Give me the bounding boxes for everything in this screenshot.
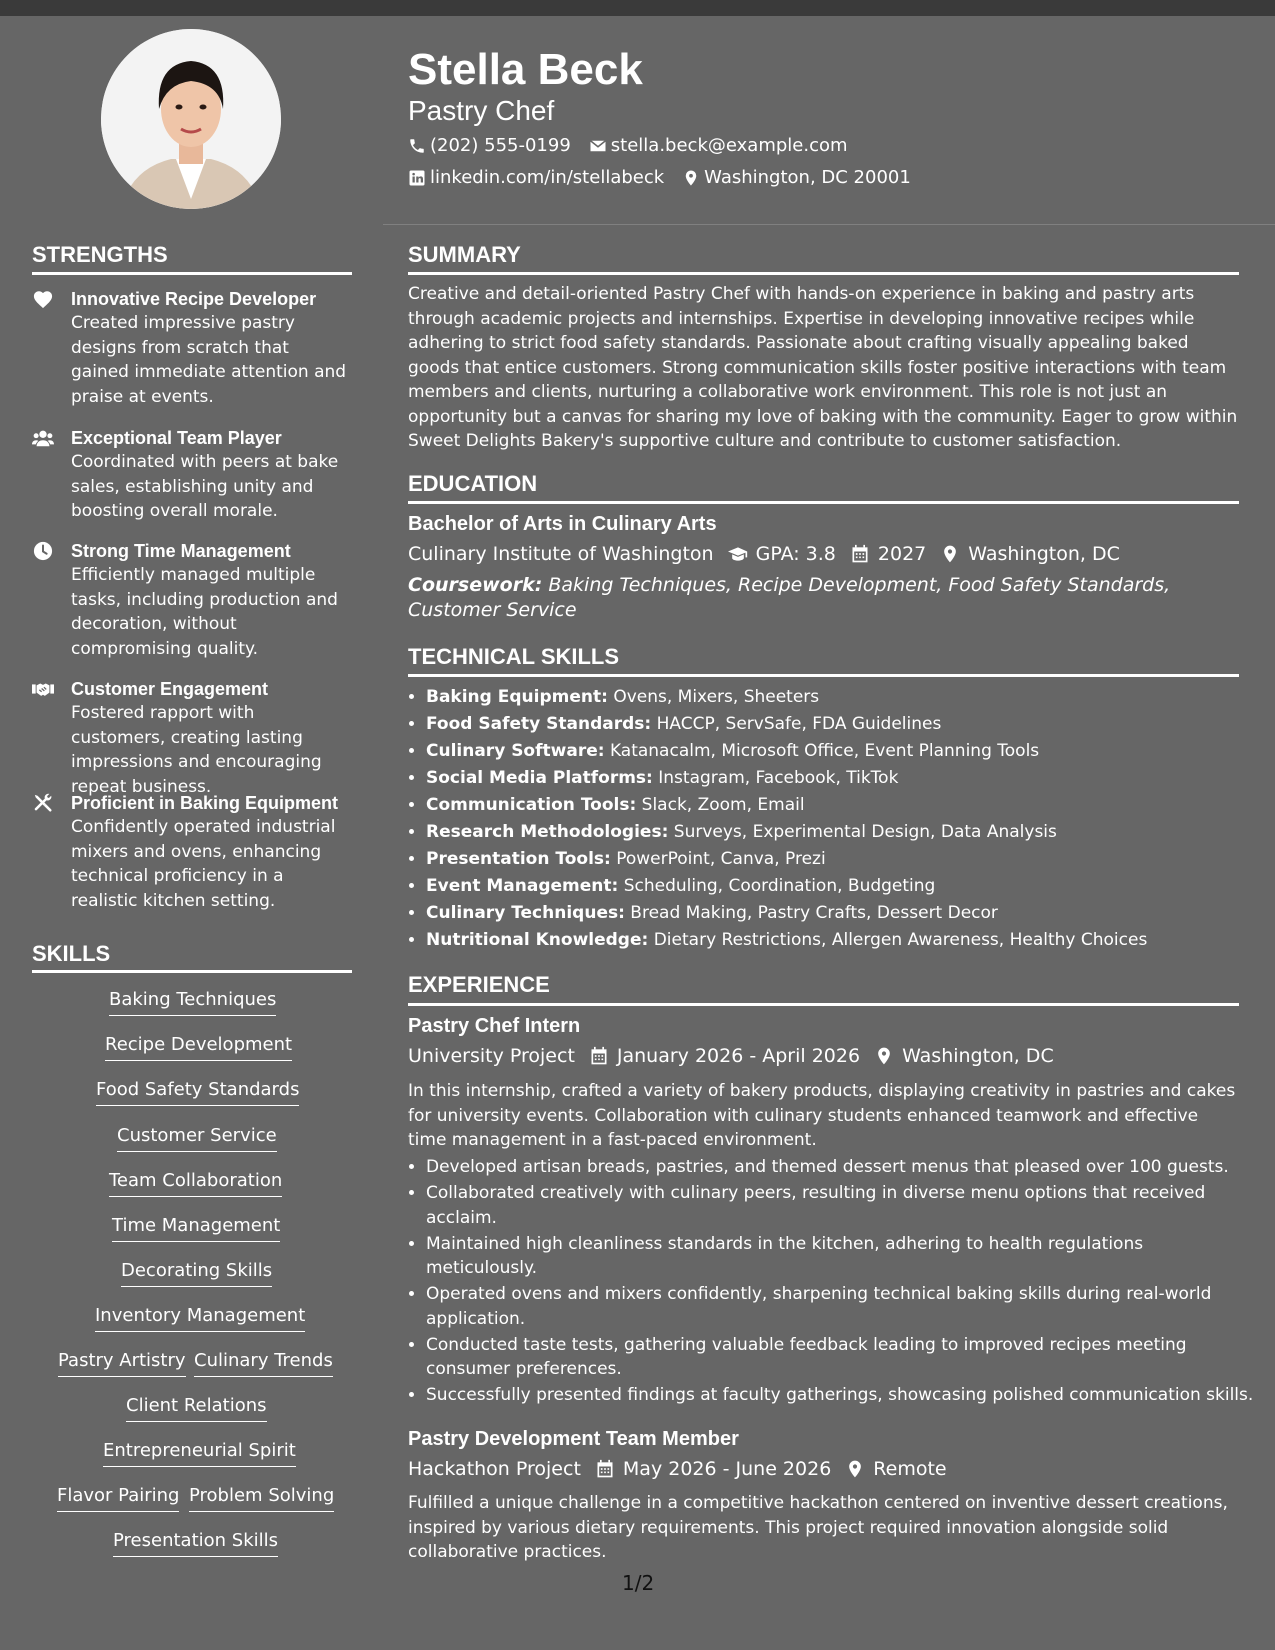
skill-tag: Inventory Management — [95, 1304, 305, 1332]
skill-value: Dietary Restrictions, Allergen Awareness, Healthy Choices — [653, 930, 1148, 950]
skill-value: Scheduling, Coordination, Budgeting — [623, 876, 936, 896]
location-icon — [940, 544, 960, 564]
skill-label: Communication Tools: — [426, 795, 637, 815]
list-item — [426, 711, 1256, 738]
list-item — [426, 765, 1256, 792]
skill-tag: Food Safety Standards — [96, 1078, 299, 1106]
tools-icon — [32, 793, 54, 813]
strength-title: Strong Time Management — [71, 541, 291, 561]
education-meta — [408, 541, 1120, 567]
job-description: Fulfilled a unique challenge in a competitive hackathon centered on inventive dessert creations, inspired by various dietary requirements. This project required innovation alongside solid collaborative practices. — [408, 1493, 1228, 1562]
job-location: Washington, DC — [902, 1045, 1054, 1067]
summary-text: Creative and detail-oriented Pastry Chef with hands-on experience in baking and pastry arts through academic projects and internships. Expertise in developing innovative recipes while adhering to strict food safety standards. Passionate about crafting visually appealing baked goods that entice customers. Strong communication skills foster positive interactions with team members and clients, nurturing a collaborative work environment. This role is not just an opportunity but a canvas for sharing my love of baking with the community. Eager to grow within Sweet Delights Bakery's supportive culture and contribute to customer satisfaction. — [408, 284, 1238, 451]
linkedin-link[interactable]: linkedin.com/in/stellabeck — [430, 167, 665, 188]
heart-icon — [32, 289, 54, 309]
summary-rule — [408, 272, 1239, 275]
location-icon — [874, 1046, 894, 1066]
strength-item — [32, 539, 352, 661]
list-item — [426, 846, 1256, 873]
list-item — [426, 738, 1256, 765]
experience-heading: EXPERIENCE — [408, 972, 550, 997]
skill-tag: Problem Solving — [189, 1484, 334, 1512]
contact-row-1 — [408, 134, 848, 158]
school-location: Washington, DC — [968, 543, 1120, 565]
strength-title: Exceptional Team Player — [71, 428, 282, 448]
graduation-cap-icon — [728, 544, 748, 564]
contact-row-2 — [408, 166, 911, 190]
strength-item — [32, 287, 352, 409]
skill-value: HACCP, ServSafe, FDA Guidelines — [656, 714, 942, 734]
skills-heading: SKILLS — [32, 941, 111, 966]
location-text: Washington, DC 20001 — [704, 167, 911, 188]
skill-tag: Decorating Skills — [121, 1259, 272, 1287]
skill-tag: Client Relations — [126, 1394, 267, 1422]
strength-title: Innovative Recipe Developer — [71, 289, 317, 309]
list-item: • Collaborated creatively with culinary peers, resulting in diverse menu options that received acclaim. — [426, 1181, 1256, 1230]
skill-tag: Pastry Artistry — [58, 1349, 186, 1377]
list-item — [426, 819, 1256, 846]
calendar-icon — [589, 1046, 609, 1066]
skill-value: Katanacalm, Microsoft Office, Event Planning Tools — [609, 741, 1040, 761]
candidate-name: Stella Beck — [408, 45, 643, 94]
school-name: Culinary Institute of Washington — [408, 543, 714, 565]
skill-tag: Flavor Pairing — [57, 1484, 179, 1512]
strengths-rule — [32, 272, 352, 275]
list-item — [426, 684, 1256, 711]
skill-label: Culinary Software: — [426, 741, 605, 761]
strength-text: Coordinated with peers at bake sales, establishing unity and boosting overall morale. — [71, 452, 339, 521]
list-item — [426, 900, 1256, 927]
experience-rule — [408, 1003, 1239, 1006]
skill-tag: Time Management — [112, 1214, 280, 1242]
skill-value: Slack, Zoom, Email — [641, 795, 805, 815]
job-meta-1 — [408, 1043, 1054, 1069]
summary-heading: SUMMARY — [408, 242, 521, 267]
list-item: • Conducted taste tests, gathering valuable feedback leading to improved recipes meeting consumer preferences. — [426, 1333, 1256, 1382]
education-heading: EDUCATION — [408, 471, 538, 496]
strengths-heading: STRENGTHS — [32, 242, 168, 267]
skill-label: Baking Equipment: — [426, 687, 608, 707]
skill-label: Food Safety Standards: — [426, 714, 652, 734]
graduation-year: 2027 — [877, 543, 927, 565]
job-title-1: Pastry Chef Intern — [408, 1015, 581, 1037]
skill-tag: Team Collaboration — [109, 1169, 282, 1197]
list-item: • Successfully presented findings at faculty gatherings, showcasing polished communication skills. — [426, 1383, 1256, 1408]
job-dates: May 2026 - June 2026 — [622, 1458, 832, 1480]
job-bullets — [408, 1155, 1256, 1409]
strength-text: Confidently operated industrial mixers and ovens, enhancing technical proficiency in a realistic kitchen setting. — [71, 817, 336, 911]
skill-tag: Entrepreneurial Spirit — [103, 1439, 296, 1467]
list-item: • Developed artisan breads, pastries, and themed dessert menus that pleased over 100 guests. — [426, 1155, 1256, 1180]
skill-tag: Recipe Development — [105, 1033, 292, 1061]
linkedin-icon — [408, 169, 426, 187]
coursework-label: Coursework: — [408, 574, 543, 596]
skill-label: Presentation Tools: — [426, 849, 611, 869]
technical-skills-rule — [408, 674, 1239, 677]
skill-tag: Customer Service — [117, 1124, 277, 1152]
skill-label: Social Media Platforms: — [426, 768, 653, 788]
calendar-icon — [850, 544, 870, 564]
job-description: In this internship, crafted a variety of bakery products, displaying creativity in pastries and cakes for university events. Collaboration with culinary students enhanced teamwork and effective time management in a fast-paced environment. — [408, 1081, 1236, 1150]
skill-label: Event Management: — [426, 876, 619, 896]
job-dates: January 2026 - April 2026 — [616, 1045, 861, 1067]
skill-value: Ovens, Mixers, Sheeters — [613, 687, 820, 707]
list-item — [426, 927, 1256, 954]
location-icon — [682, 169, 700, 187]
job-org: Hackathon Project — [408, 1458, 581, 1480]
strength-title: Proficient in Baking Equipment — [71, 793, 339, 813]
handshake-icon — [32, 679, 54, 699]
skill-label: Research Methodologies: — [426, 822, 669, 842]
skill-value: PowerPoint, Canva, Prezi — [616, 849, 826, 869]
calendar-icon — [595, 1459, 615, 1479]
phone-link[interactable]: (202) 555-0199 — [430, 135, 571, 156]
clock-icon — [32, 541, 54, 561]
skill-label: Nutritional Knowledge: — [426, 930, 649, 950]
technical-skills-heading: TECHNICAL SKILLS — [408, 644, 620, 669]
strength-item — [32, 426, 352, 524]
strength-title: Customer Engagement — [71, 679, 269, 699]
coursework-list: Baking Techniques, Recipe Development, Food Safety Standards, Customer Service — [408, 574, 1171, 621]
strength-text: Fostered rapport with customers, creating lasting impressions and encouraging repeat business. — [71, 703, 322, 797]
skill-tag: Presentation Skills — [113, 1529, 278, 1557]
skill-value: Surveys, Experimental Design, Data Analysis — [673, 822, 1057, 842]
job-location: Remote — [873, 1458, 947, 1480]
strength-item — [32, 677, 352, 799]
email-icon — [589, 137, 607, 155]
skill-tag: Baking Techniques — [109, 988, 276, 1016]
job-meta-2 — [408, 1456, 947, 1482]
location-icon — [845, 1459, 865, 1479]
skills-rule — [32, 970, 352, 973]
list-item: • Operated ovens and mixers confidently, sharpening technical baking skills during real-world application. — [426, 1282, 1256, 1331]
degree-title: Bachelor of Arts in Culinary Arts — [408, 513, 717, 535]
skill-value: Instagram, Facebook, TikTok — [658, 768, 899, 788]
skill-value: Bread Making, Pastry Crafts, Dessert Decor — [630, 903, 998, 923]
header-divider — [383, 224, 1275, 225]
profile-photo — [101, 29, 281, 209]
strength-item — [32, 791, 352, 913]
users-icon — [32, 428, 54, 448]
education-rule — [408, 501, 1239, 504]
job-org: University Project — [408, 1045, 575, 1067]
technical-skills-list — [408, 684, 1256, 954]
page-indicator: 1/2 — [622, 1571, 655, 1595]
gpa-text: GPA: 3.8 — [755, 543, 836, 565]
phone-icon — [408, 137, 426, 155]
strength-text: Created impressive pastry designs from scratch that gained immediate attention and praise at events. — [71, 313, 347, 407]
email-link[interactable]: stella.beck@example.com — [610, 135, 848, 156]
job-title-2: Pastry Development Team Member — [408, 1428, 739, 1450]
job-title: Pastry Chef — [408, 95, 555, 126]
strength-text: Efficiently managed multiple tasks, including production and decoration, without compromising quality. — [71, 565, 338, 659]
list-item: • Maintained high cleanliness standards in the kitchen, adhering to health regulations meticulously. — [426, 1232, 1256, 1281]
coursework — [408, 573, 1240, 622]
top-bar — [0, 0, 1275, 16]
skill-tag: Culinary Trends — [194, 1349, 333, 1377]
list-item — [426, 873, 1256, 900]
list-item — [426, 792, 1256, 819]
skill-label: Culinary Techniques: — [426, 903, 625, 923]
